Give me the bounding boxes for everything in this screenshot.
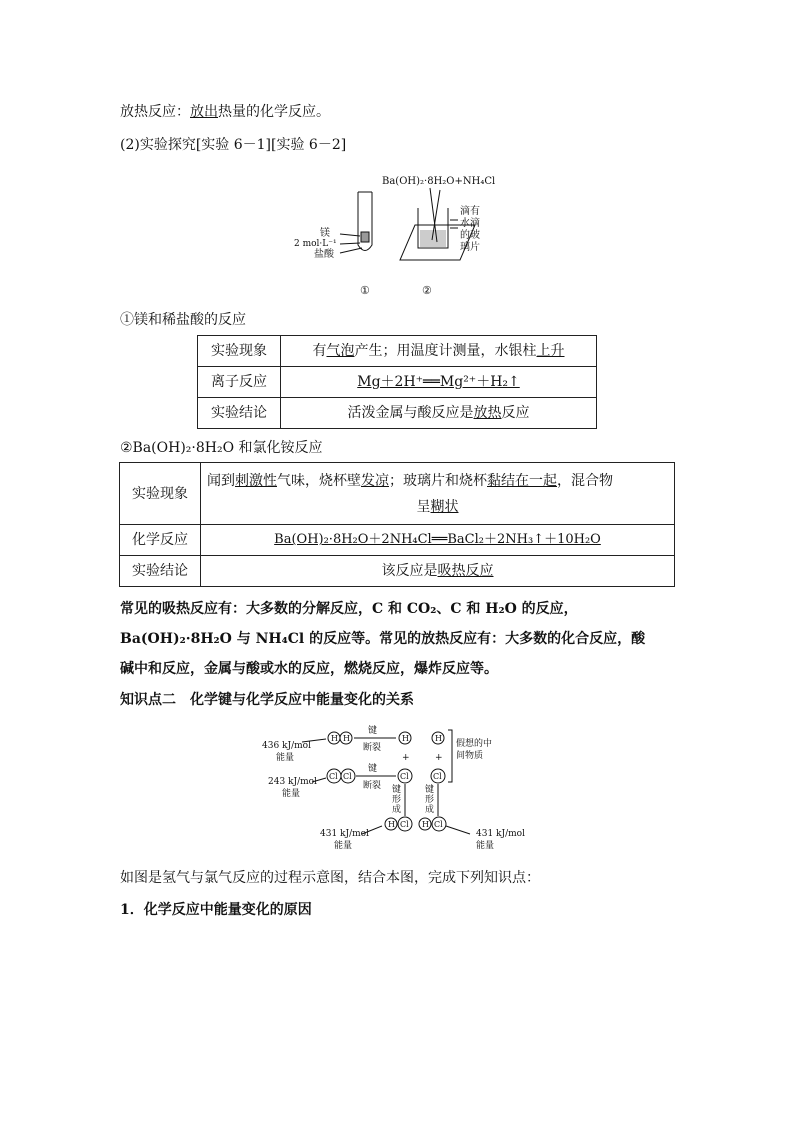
- table-row: [120, 556, 675, 587]
- energy-h2-label: 能量: [276, 753, 295, 763]
- energy-cl2-label: 能量: [282, 789, 301, 799]
- label-glass-2: 水滴: [460, 218, 480, 229]
- energy-cl2-value: 243 kJ/mol: [268, 777, 317, 787]
- table-row: [198, 336, 597, 367]
- summary-line-2: Ba(OH)₂·8H₂O 与 NH₄Cl 的反应等。常见的放热反应有：大多数的化合反应，酸: [120, 631, 646, 647]
- plus-sign: +: [402, 753, 410, 763]
- atom-cl: Cl: [400, 772, 409, 781]
- form-label-3: 成: [425, 805, 435, 815]
- energy-hcl-value: 431 kJ/mol: [320, 829, 369, 839]
- exothermic-definition: 放热反应：放出热量的化学反应。: [120, 104, 330, 120]
- atom-cl: Cl: [343, 772, 352, 781]
- hypothetical-label-1: 假想的中: [456, 739, 493, 749]
- section-experiment-heading: (2)实验探究[实验 6－1][实验 6－2]: [120, 137, 347, 153]
- test-tube-icon: [340, 192, 372, 253]
- conclusion-cell: 该反应是吸热反应: [201, 556, 675, 587]
- form-label-2: 形: [392, 795, 402, 805]
- ionic-equation: Mg＋2H⁺══Mg²⁺＋H₂↑: [281, 367, 597, 398]
- experiment-1-title: ①镁和稀盐酸的反应: [120, 312, 246, 328]
- chemical-equation: Ba(OH)₂·8H₂O＋2NH₄Cl══BaCl₂＋2NH₃↑＋10H₂O: [201, 525, 675, 556]
- atom-h: H: [422, 820, 429, 829]
- conclusion-cell: 活泼金属与酸反应是放热反应: [281, 398, 597, 429]
- point-1-heading: 1．化学反应中能量变化的原因: [120, 902, 312, 918]
- observation-cell: 闻到刺激性气味，烧杯壁发凉；玻璃片和烧杯黏结在一起，混合物 呈糊状: [201, 463, 675, 525]
- atom-cl: Cl: [434, 820, 443, 829]
- atom-h: H: [388, 820, 395, 829]
- energy-hcl-label: 能量: [334, 841, 353, 851]
- summary-line-1: 常见的吸热反应有：大多数的分解反应，C 和 CO₂、C 和 H₂O 的反应，: [120, 601, 578, 617]
- experiment-2-title: ②Ba(OH)₂·8H₂O 和氯化铵反应: [120, 440, 323, 456]
- bond-energy-diagram: [262, 720, 532, 860]
- hypothetical-label-2: 间物质: [456, 751, 484, 761]
- label-glass-1: 滴有: [460, 206, 480, 217]
- label-reagents: Ba(OH)₂·8H₂O+NH₄Cl: [382, 176, 496, 187]
- bond-label: 键: [368, 726, 378, 736]
- form-label-3: 成: [392, 805, 402, 815]
- label-hydrochloric-acid: 盐酸: [314, 249, 334, 260]
- figure-description: 如图是氢气与氯气反应的过程示意图，结合本图，完成下列知识点：: [120, 870, 540, 886]
- summary-line-3: 碱中和反应，金属与酸或水的反应，燃烧反应，爆炸反应等。: [120, 661, 498, 677]
- energy-h2-value: 436 kJ/mol: [262, 741, 311, 751]
- form-label-2: 形: [425, 795, 435, 805]
- atom-h: H: [343, 734, 350, 743]
- table-row: [120, 463, 675, 525]
- energy-hcl-value: 431 kJ/mol: [476, 829, 525, 839]
- break-label: 断裂: [363, 781, 382, 791]
- form-label-1: 键: [425, 785, 435, 795]
- atom-h: H: [331, 734, 338, 743]
- break-label: 断裂: [363, 743, 382, 753]
- table-row: [198, 398, 597, 429]
- apparatus-number-1: ①: [360, 284, 370, 297]
- label-glass-3: 的玻: [460, 230, 480, 241]
- observation-cell: 有气泡产生；用温度计测量，水银柱上升: [281, 336, 597, 367]
- knowledge-point-2-title: 知识点二 化学键与化学反应中能量变化的关系: [120, 692, 414, 708]
- atom-h: H: [402, 734, 409, 743]
- plus-sign: +: [435, 753, 443, 763]
- atom-h: H: [435, 734, 442, 743]
- table-row: [198, 367, 597, 398]
- row-header: 实验现象: [198, 336, 281, 367]
- row-header: 实验现象: [120, 463, 201, 525]
- label-magnesium: 镁: [320, 228, 330, 239]
- label-concentration: 2 mol·L⁻¹: [294, 239, 337, 249]
- experiment-2-table: [119, 462, 675, 587]
- table-row: [120, 525, 675, 556]
- bond-label: 键: [368, 764, 378, 774]
- experiment-1-table: [197, 335, 597, 429]
- atom-cl: Cl: [433, 772, 442, 781]
- row-header: 实验结论: [120, 556, 201, 587]
- form-label-1: 键: [392, 785, 402, 795]
- label-glass-4: 璃片: [460, 242, 480, 253]
- row-header: 离子反应: [198, 367, 281, 398]
- atom-cl: Cl: [329, 772, 338, 781]
- experiment-apparatus-figure: [290, 170, 520, 300]
- energy-hcl-label: 能量: [476, 841, 495, 851]
- atom-cl: Cl: [400, 820, 409, 829]
- row-header: 实验结论: [198, 398, 281, 429]
- apparatus-number-2: ②: [422, 284, 432, 297]
- row-header: 化学反应: [120, 525, 201, 556]
